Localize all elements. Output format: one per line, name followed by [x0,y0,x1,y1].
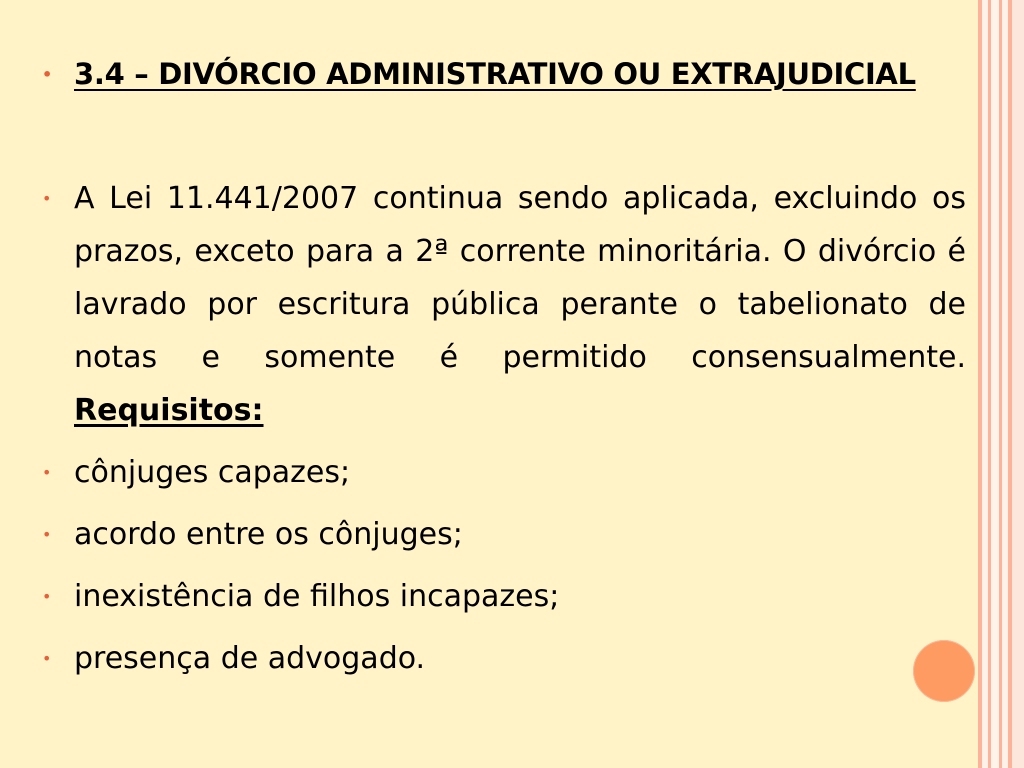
slide-content [40,48,966,685]
list-item-text: acordo entre os cônjuges; [74,517,463,552]
list-item [40,446,966,499]
list-item [40,632,966,685]
bullet-icon: • [42,65,52,84]
list-item [40,570,966,623]
right-edge-stripes [978,0,1024,768]
slide-title-text: 3.4 – DIVÓRCIO ADMINISTRATIVO OU EXTRAJUDICIAL [74,57,916,91]
list-item [40,508,966,561]
list-item-text: presença de advogado. [74,641,426,676]
body-paragraph-text: A Lei 11.441/2007 continua sendo aplicada, excluindo os prazos, exceto para a 2ª corrente minoritária. O divórcio é lavrado por escritura pública perante o tabelionato de notas e somente é permitido consensualmente. [74,181,966,375]
bullet-icon: • [42,587,52,606]
slide-title [40,48,966,101]
bullet-icon: • [42,189,52,208]
bullet-icon: • [42,649,52,668]
body-paragraph [40,172,966,437]
bullet-icon: • [42,525,52,544]
list-item-text: inexistência de filhos incapazes; [74,579,560,614]
requisitos-label: Requisitos [74,393,252,428]
list-item-text: cônjuges capazes; [74,455,351,490]
bullet-icon: • [42,463,52,482]
requisitos-colon: : [251,393,264,428]
